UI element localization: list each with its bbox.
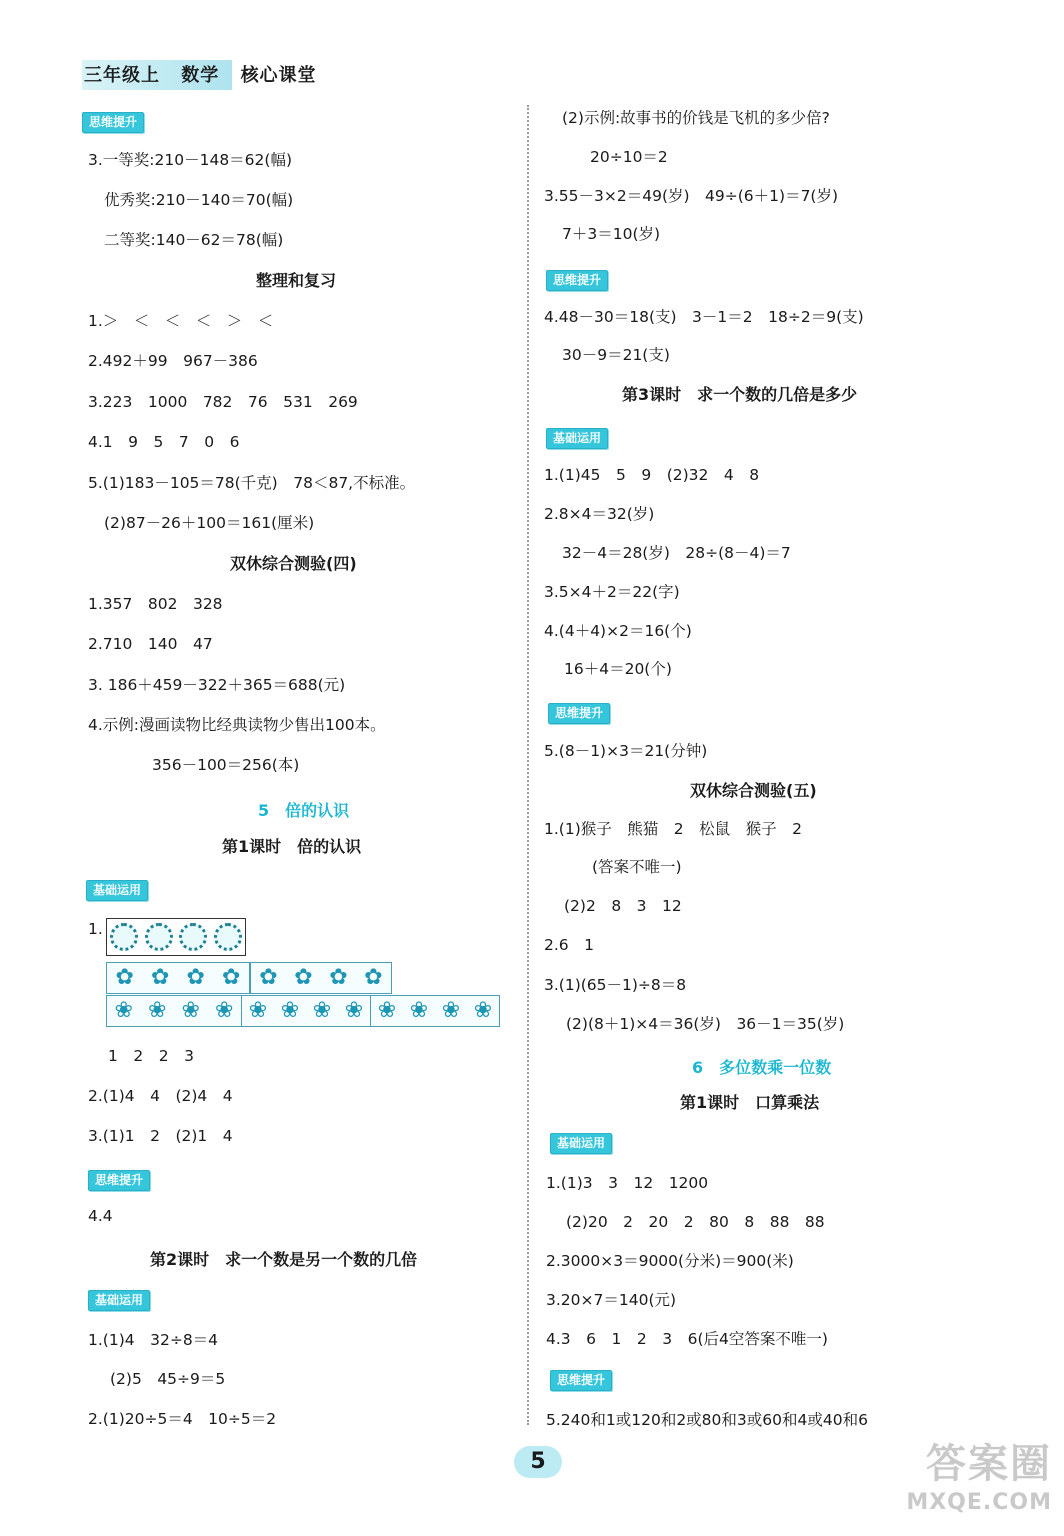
answer-line: (2)(8＋1)×4＝36(岁) 36－1＝35(岁) <box>566 1015 845 1033</box>
page-header <box>84 61 331 87</box>
answer-line: 32－4＝28(岁) 28÷(8－4)＝7 <box>562 544 791 562</box>
answer-line: 1 2 2 3 <box>108 1047 194 1065</box>
badge-basic: 基础运用 <box>550 1133 612 1154</box>
badge-think: 思维提升 <box>82 112 144 133</box>
section-title: 第1课时 倍的认识 <box>222 837 362 856</box>
badge-think: 思维提升 <box>548 703 610 724</box>
answer-line: (2)20 2 20 2 80 8 88 88 <box>566 1213 825 1231</box>
section-title: 双休综合测验(五) <box>690 781 817 800</box>
answer-line: (2)5 45÷9＝5 <box>110 1370 226 1388</box>
star-flower-icon: ❀ <box>441 998 461 1023</box>
answer-line: 2.492＋99 967－386 <box>88 352 258 370</box>
star-flower-icon: ❀ <box>377 998 397 1023</box>
section-title: 第1课时 口算乘法 <box>680 1093 820 1112</box>
answer-line: 30－9＝21(支) <box>562 346 670 364</box>
answer-line: 3.(1)1 2 (2)1 4 <box>88 1127 233 1145</box>
section-title: 双休综合测验(四) <box>230 554 357 573</box>
star-flower-icon: ❀ <box>215 998 234 1023</box>
answer-line: (2)2 8 3 12 <box>564 897 682 915</box>
answer-line: 5.240和1或120和2或80和3或60和4或40和6 <box>546 1411 868 1429</box>
answer-line: 3.5×4＋2＝22(字) <box>544 583 680 601</box>
answer-line: 3.20×7＝140(元) <box>546 1291 677 1309</box>
flower-group <box>250 962 392 994</box>
badge-think: 思维提升 <box>550 1370 612 1391</box>
flower-group <box>106 962 250 994</box>
star-group <box>241 995 371 1027</box>
star-flower-icon: ❀ <box>473 998 493 1023</box>
answer-line: 2.(1)20÷5＝4 10÷5＝2 <box>88 1410 277 1428</box>
answer-line: 1.(1)猴子 熊猫 2 松鼠 猴子 2 <box>544 820 802 838</box>
answer-line: 4.(4＋4)×2＝16(个) <box>544 622 692 640</box>
flower-icon: ✿ <box>186 965 205 990</box>
answer-line: 优秀奖:210－140＝70(幅) <box>104 191 294 209</box>
answer-line: 16＋4＝20(个) <box>564 660 672 678</box>
ring-icon <box>145 923 173 951</box>
watermark-logo-text: 答案圈 <box>926 1441 1052 1487</box>
answer-line: 356－100＝256(本) <box>152 756 300 774</box>
answer-line: 二等奖:140－62＝78(幅) <box>104 231 284 249</box>
answer-line: 3. 186＋459－322＋365＝688(元) <box>88 676 346 694</box>
answer-line: 1. <box>88 920 103 938</box>
answer-line: 3.223 1000 782 76 531 269 <box>88 393 358 411</box>
flower-icon: ✿ <box>151 965 170 990</box>
flower-icon: ✿ <box>259 965 278 990</box>
ring-icon <box>179 923 207 951</box>
answer-line: 4.48－30＝18(支) 3－1＝2 18÷2＝9(支) <box>544 308 864 326</box>
badge-basic: 基础运用 <box>88 1290 150 1311</box>
ring-icon <box>214 923 242 951</box>
answer-line: 1.(1)45 5 9 (2)32 4 8 <box>544 466 760 484</box>
answer-line: 20÷10＝2 <box>590 148 668 166</box>
answer-line: (2)示例:故事书的价钱是飞机的多少倍? <box>562 109 830 127</box>
flower-icon: ✿ <box>329 965 348 990</box>
star-group <box>106 995 242 1027</box>
watermark <box>892 1440 1052 1530</box>
badge-think: 思维提升 <box>88 1170 150 1191</box>
watermark-url: MXQE.COM <box>906 1490 1052 1515</box>
header-subject: 数学 <box>181 65 220 86</box>
answer-line: 1.(1)3 3 12 1200 <box>546 1174 709 1192</box>
chapter-title: 5 倍的认识 <box>258 801 350 820</box>
badge-basic: 基础运用 <box>546 428 608 449</box>
answer-line: 7＋3＝10(岁) <box>562 225 661 243</box>
badge-think: 思维提升 <box>546 270 608 291</box>
star-flower-icon: ❀ <box>248 998 268 1023</box>
star-flower-icon: ❀ <box>114 998 133 1023</box>
section-title: 整理和复习 <box>256 271 337 290</box>
flower-icon: ✿ <box>294 965 313 990</box>
star-flower-icon: ❀ <box>344 998 364 1023</box>
answer-line: 5.(8－1)×3＝21(分钟) <box>544 742 708 760</box>
answer-line: 3.(1)(65－1)÷8＝8 <box>544 976 687 994</box>
answer-line: 1.(1)4 32÷8＝4 <box>88 1331 219 1349</box>
section-title: 第2课时 求一个数是另一个数的几倍 <box>150 1250 418 1269</box>
answer-line: 3.55－3×2＝49(岁) 49÷(6＋1)＝7(岁) <box>544 187 839 205</box>
page-number: 5 <box>514 1446 562 1478</box>
flower-icon: ✿ <box>222 965 241 990</box>
answer-line: 4.示例:漫画读物比经典读物少售出100本。 <box>88 716 386 734</box>
answer-line: 1.357 802 328 <box>88 595 223 613</box>
ring-group-box <box>106 918 246 956</box>
star-flower-icon: ❀ <box>181 998 200 1023</box>
star-flower-icon: ❀ <box>148 998 167 1023</box>
chapter-title: 6 多位数乘一位数 <box>692 1058 832 1077</box>
answer-line: 5.(1)183－105＝78(千克) 78＜87,不标准。 <box>88 474 416 492</box>
answer-line: 2.710 140 47 <box>88 635 213 653</box>
section-title: 第3课时 求一个数的几倍是多少 <box>622 385 858 404</box>
badge-basic: 基础运用 <box>86 880 148 901</box>
answer-line: 2.3000×3＝9000(分米)＝900(米) <box>546 1252 794 1270</box>
answer-line: 3.一等奖:210－148＝62(幅) <box>88 151 292 169</box>
answer-line: 4.4 <box>88 1207 113 1225</box>
flower-icon: ✿ <box>115 965 134 990</box>
answer-line: (2)87－26＋100＝161(厘米) <box>104 514 315 532</box>
answer-line: 2.(1)4 4 (2)4 4 <box>88 1087 233 1105</box>
header-series: 核心课堂 <box>240 65 317 86</box>
column-divider <box>527 105 529 1425</box>
answer-line: 1.＞ ＜ ＜ ＜ ＞ ＜ <box>88 312 274 330</box>
ring-icon <box>110 923 138 951</box>
answer-line: 2.8×4＝32(岁) <box>544 505 655 523</box>
flower-icon: ✿ <box>364 965 383 990</box>
header-grade: 三年级上 <box>84 65 160 86</box>
answer-line: (答案不唯一) <box>592 858 682 876</box>
star-flower-icon: ❀ <box>312 998 332 1023</box>
answer-line: 4.3 6 1 2 3 6(后4空答案不唯一) <box>546 1330 828 1348</box>
star-flower-icon: ❀ <box>280 998 300 1023</box>
answer-line: 2.6 1 <box>544 936 595 954</box>
answer-line: 4.1 9 5 7 0 6 <box>88 433 240 451</box>
star-group <box>370 995 500 1027</box>
star-flower-icon: ❀ <box>409 998 429 1023</box>
